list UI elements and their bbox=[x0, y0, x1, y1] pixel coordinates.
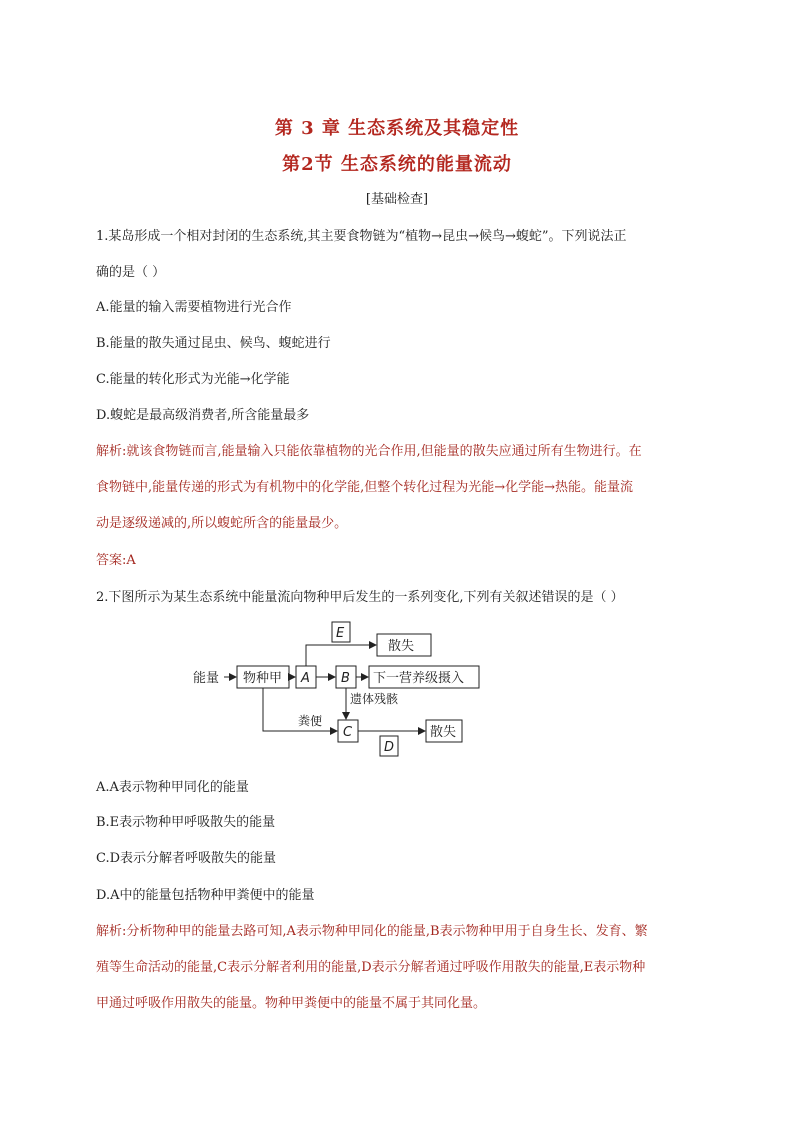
label-d: D bbox=[384, 740, 395, 755]
arrow-a-loss bbox=[306, 645, 376, 666]
q1-stem-line2: 确的是（ ） bbox=[96, 265, 166, 280]
q1-stem-line1: 1.某岛形成一个相对封闭的生态系统,其主要食物链为“植物→昆虫→候鸟→蝮蛇”。下列说法正 bbox=[96, 229, 627, 244]
chapter-title: 第 3 章 生态系统及其稳定性 bbox=[274, 118, 520, 139]
section-title: 第2节 生态系统的能量流动 bbox=[282, 154, 512, 175]
label-feces: 粪便 bbox=[298, 714, 323, 728]
q1-analysis-line3: 动是逐级递减的,所以蝮蛇所含的能量最少。 bbox=[96, 516, 348, 531]
label-species: 物种甲 bbox=[243, 671, 283, 686]
q2-analysis-line3: 甲通过呼吸作用散失的能量。物种甲粪便中的能量不属于其同化量。 bbox=[96, 996, 487, 1011]
label-b: B bbox=[341, 671, 350, 686]
label-energy: 能量 bbox=[193, 671, 220, 686]
label-e: E bbox=[336, 626, 345, 641]
label-a: A bbox=[301, 671, 310, 686]
q1-analysis-line1: 解析:就该食物链而言,能量输入只能依靠植物的光合作用,但能量的散失应通过所有生物进行。在 bbox=[96, 444, 642, 459]
q1-option-b: B.能量的散失通过昆虫、候鸟、蝮蛇进行 bbox=[96, 336, 331, 351]
label-c: C bbox=[343, 725, 353, 740]
section-tag: [基础检查] bbox=[365, 192, 429, 207]
label-remains: 遗体残骸 bbox=[350, 692, 399, 706]
q2-option-d: D.A中的能量包括物种甲粪便中的能量 bbox=[96, 888, 315, 903]
label-loss-bottom: 散失 bbox=[430, 725, 457, 740]
q1-option-d: D.蝮蛇是最高级消费者,所含能量最多 bbox=[96, 408, 310, 423]
label-loss-top: 散失 bbox=[388, 639, 415, 654]
q2-stem: 2.下图所示为某生态系统中能量流向物种甲后发生的一系列变化,下列有关叙述错误的是（ ） bbox=[96, 590, 624, 605]
label-next-level: 下一营养级摄入 bbox=[373, 671, 465, 686]
q2-option-c: C.D表示分解者呼吸散失的能量 bbox=[96, 851, 277, 866]
q1-option-a: A.能量的输入需要植物进行光合作 bbox=[96, 300, 292, 315]
q2-option-b: B.E表示物种甲呼吸散失的能量 bbox=[96, 815, 276, 830]
q1-answer: 答案:A bbox=[96, 553, 136, 568]
q2-analysis-line1: 解析:分析物种甲的能量去路可知,A表示物种甲同化的能量,B表示物种甲用于自身生长、发育、繁 bbox=[96, 924, 648, 939]
q1-option-c: C.能量的转化形式为光能→化学能 bbox=[96, 372, 290, 387]
q2-option-a: A.A表示物种甲同化的能量 bbox=[96, 780, 249, 795]
q2-analysis-line2: 殖等生命活动的能量,C表示分解者利用的能量,D表示分解者通过呼吸作用散失的能量,E表示物种 bbox=[96, 960, 646, 975]
q1-analysis-line2: 食物链中,能量传递的形式为有机物中的化学能,但整个转化过程为光能→化学能→热能。能量流 bbox=[96, 480, 634, 495]
